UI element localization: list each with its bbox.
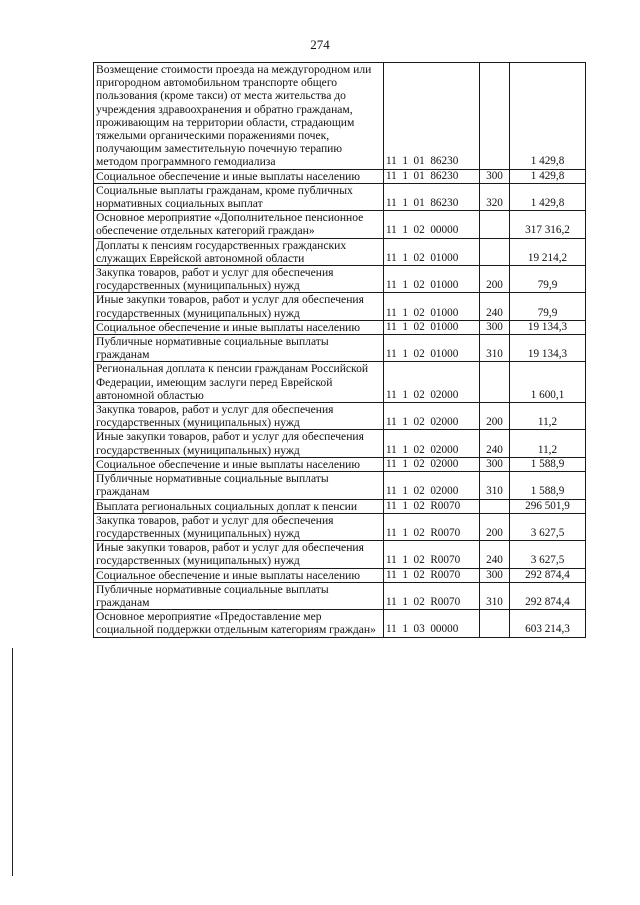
row-amount-cell: 3 627,5 — [510, 513, 586, 540]
row-amount-cell: 317 316,2 — [510, 211, 586, 238]
row-code-cell: 11 1 01 86230 — [384, 169, 480, 183]
row-code-cell: 11 1 02 02000 — [384, 430, 480, 457]
row-code-cell: 11 1 02 00000 — [384, 211, 480, 238]
row-name-cell: Социальные выплаты гражданам, кроме публичных нормативных социальных выплат — [94, 183, 384, 210]
table-row — [94, 610, 586, 637]
row-code-cell: 11 1 02 02000 — [384, 403, 480, 430]
row-code-cell: 11 1 02 01000 — [384, 335, 480, 362]
row-code-cell: 11 1 02 01000 — [384, 238, 480, 265]
row-amount-cell: 1 588,9 — [510, 472, 586, 499]
row-code-cell: 11 1 02 01000 — [384, 293, 480, 320]
row-expense-type-cell: 300 — [480, 568, 510, 582]
row-code-cell: 11 1 01 86230 — [384, 63, 480, 170]
row-name-cell: Выплата региональных социальных доплат к пенсии — [94, 499, 384, 513]
row-code-cell: 11 1 01 86230 — [384, 183, 480, 210]
table-row — [94, 238, 586, 265]
row-amount-cell: 1 429,8 — [510, 183, 586, 210]
row-name-cell: Возмещение стоимости проезда на междугородном или пригородном автомобильном транспорте общего пользования (кроме такси) от места жительства до учреждения здравоохранения и обратно гражданам, проживающим на территории области, страдающим тяжелыми органическими поражениями почек, получающим заместительную почечную терапию методом программного гемодиализа — [94, 63, 384, 170]
table-row — [94, 211, 586, 238]
row-amount-cell: 292 874,4 — [510, 582, 586, 609]
row-amount-cell: 1 429,8 — [510, 63, 586, 170]
row-name-cell: Публичные нормативные социальные выплаты гражданам — [94, 472, 384, 499]
row-expense-type-cell — [480, 211, 510, 238]
row-name-cell: Региональная доплата к пенсии гражданам Российской Федерации, имеющим заслуги перед Еврейской автономной областью — [94, 362, 384, 403]
row-name-cell: Основное мероприятие «Предоставление мер социальной поддержки отдельным категориям граждан» — [94, 610, 384, 637]
row-amount-cell: 79,9 — [510, 293, 586, 320]
margin-line — [12, 648, 13, 876]
row-amount-cell: 296 501,9 — [510, 499, 586, 513]
table-row — [94, 63, 586, 170]
row-code-cell: 11 1 02 02000 — [384, 457, 480, 471]
row-expense-type-cell: 320 — [480, 183, 510, 210]
row-code-cell: 11 1 02 R0070 — [384, 582, 480, 609]
row-code-cell: 11 1 02 R0070 — [384, 499, 480, 513]
table-row — [94, 513, 586, 540]
row-amount-cell: 1 429,8 — [510, 169, 586, 183]
row-code-cell: 11 1 02 R0070 — [384, 568, 480, 582]
row-code-cell: 11 1 02 01000 — [384, 320, 480, 334]
row-amount-cell: 3 627,5 — [510, 541, 586, 568]
row-amount-cell: 79,9 — [510, 266, 586, 293]
row-expense-type-cell: 300 — [480, 169, 510, 183]
row-name-cell: Закупка товаров, работ и услуг для обеспечения государственных (муниципальных) нужд — [94, 513, 384, 540]
row-expense-type-cell — [480, 238, 510, 265]
page-number: 274 — [310, 37, 330, 52]
table-row — [94, 335, 586, 362]
row-name-cell: Публичные нормативные социальные выплаты гражданам — [94, 335, 384, 362]
row-name-cell: Социальное обеспечение и иные выплаты населению — [94, 457, 384, 471]
row-name-cell: Закупка товаров, работ и услуг для обеспечения государственных (муниципальных) нужд — [94, 403, 384, 430]
row-code-cell: 11 1 02 R0070 — [384, 513, 480, 540]
row-name-cell: Социальное обеспечение и иные выплаты населению — [94, 320, 384, 334]
row-expense-type-cell: 310 — [480, 472, 510, 499]
row-name-cell: Иные закупки товаров, работ и услуг для обеспечения государственных (муниципальных) нужд — [94, 430, 384, 457]
table-row — [94, 472, 586, 499]
row-name-cell: Доплаты к пенсиям государственных гражданских служащих Еврейской автономной области — [94, 238, 384, 265]
row-amount-cell: 19 214,2 — [510, 238, 586, 265]
row-amount-cell: 11,2 — [510, 430, 586, 457]
row-code-cell: 11 1 02 R0070 — [384, 541, 480, 568]
row-expense-type-cell: 310 — [480, 582, 510, 609]
row-expense-type-cell — [480, 362, 510, 403]
table-row — [94, 362, 586, 403]
table-row — [94, 541, 586, 568]
row-expense-type-cell: 240 — [480, 541, 510, 568]
row-amount-cell: 603 214,3 — [510, 610, 586, 637]
row-expense-type-cell — [480, 610, 510, 637]
table-row — [94, 266, 586, 293]
row-name-cell: Закупка товаров, работ и услуг для обеспечения государственных (муниципальных) нужд — [94, 266, 384, 293]
table-row — [94, 457, 586, 471]
row-amount-cell: 19 134,3 — [510, 335, 586, 362]
row-name-cell: Социальное обеспечение и иные выплаты населению — [94, 568, 384, 582]
table-row — [94, 582, 586, 609]
row-name-cell: Основное мероприятие «Дополнительное пенсионное обеспечение отдельных категорий граждан» — [94, 211, 384, 238]
budget-table — [93, 62, 586, 638]
row-expense-type-cell: 200 — [480, 266, 510, 293]
row-amount-cell: 11,2 — [510, 403, 586, 430]
row-expense-type-cell: 240 — [480, 430, 510, 457]
row-amount-cell: 292 874,4 — [510, 568, 586, 582]
table-row — [94, 499, 586, 513]
row-code-cell: 11 1 03 00000 — [384, 610, 480, 637]
table-row — [94, 403, 586, 430]
row-code-cell: 11 1 02 02000 — [384, 362, 480, 403]
row-expense-type-cell: 300 — [480, 320, 510, 334]
row-name-cell: Публичные нормативные социальные выплаты гражданам — [94, 582, 384, 609]
row-name-cell: Социальное обеспечение и иные выплаты населению — [94, 169, 384, 183]
row-name-cell: Иные закупки товаров, работ и услуг для обеспечения государственных (муниципальных) нужд — [94, 541, 384, 568]
table-row — [94, 293, 586, 320]
table-row — [94, 430, 586, 457]
row-amount-cell: 1 600,1 — [510, 362, 586, 403]
row-expense-type-cell: 310 — [480, 335, 510, 362]
table-row — [94, 568, 586, 582]
table-body — [94, 63, 586, 638]
row-code-cell: 11 1 02 02000 — [384, 472, 480, 499]
table-row — [94, 183, 586, 210]
row-name-cell: Иные закупки товаров, работ и услуг для обеспечения государственных (муниципальных) нужд — [94, 293, 384, 320]
table-row — [94, 320, 586, 334]
row-amount-cell: 19 134,3 — [510, 320, 586, 334]
row-expense-type-cell — [480, 499, 510, 513]
row-expense-type-cell: 240 — [480, 293, 510, 320]
row-code-cell: 11 1 02 01000 — [384, 266, 480, 293]
row-expense-type-cell: 200 — [480, 513, 510, 540]
row-expense-type-cell — [480, 63, 510, 170]
table-row — [94, 169, 586, 183]
row-amount-cell: 1 588,9 — [510, 457, 586, 471]
row-expense-type-cell: 200 — [480, 403, 510, 430]
row-expense-type-cell: 300 — [480, 457, 510, 471]
